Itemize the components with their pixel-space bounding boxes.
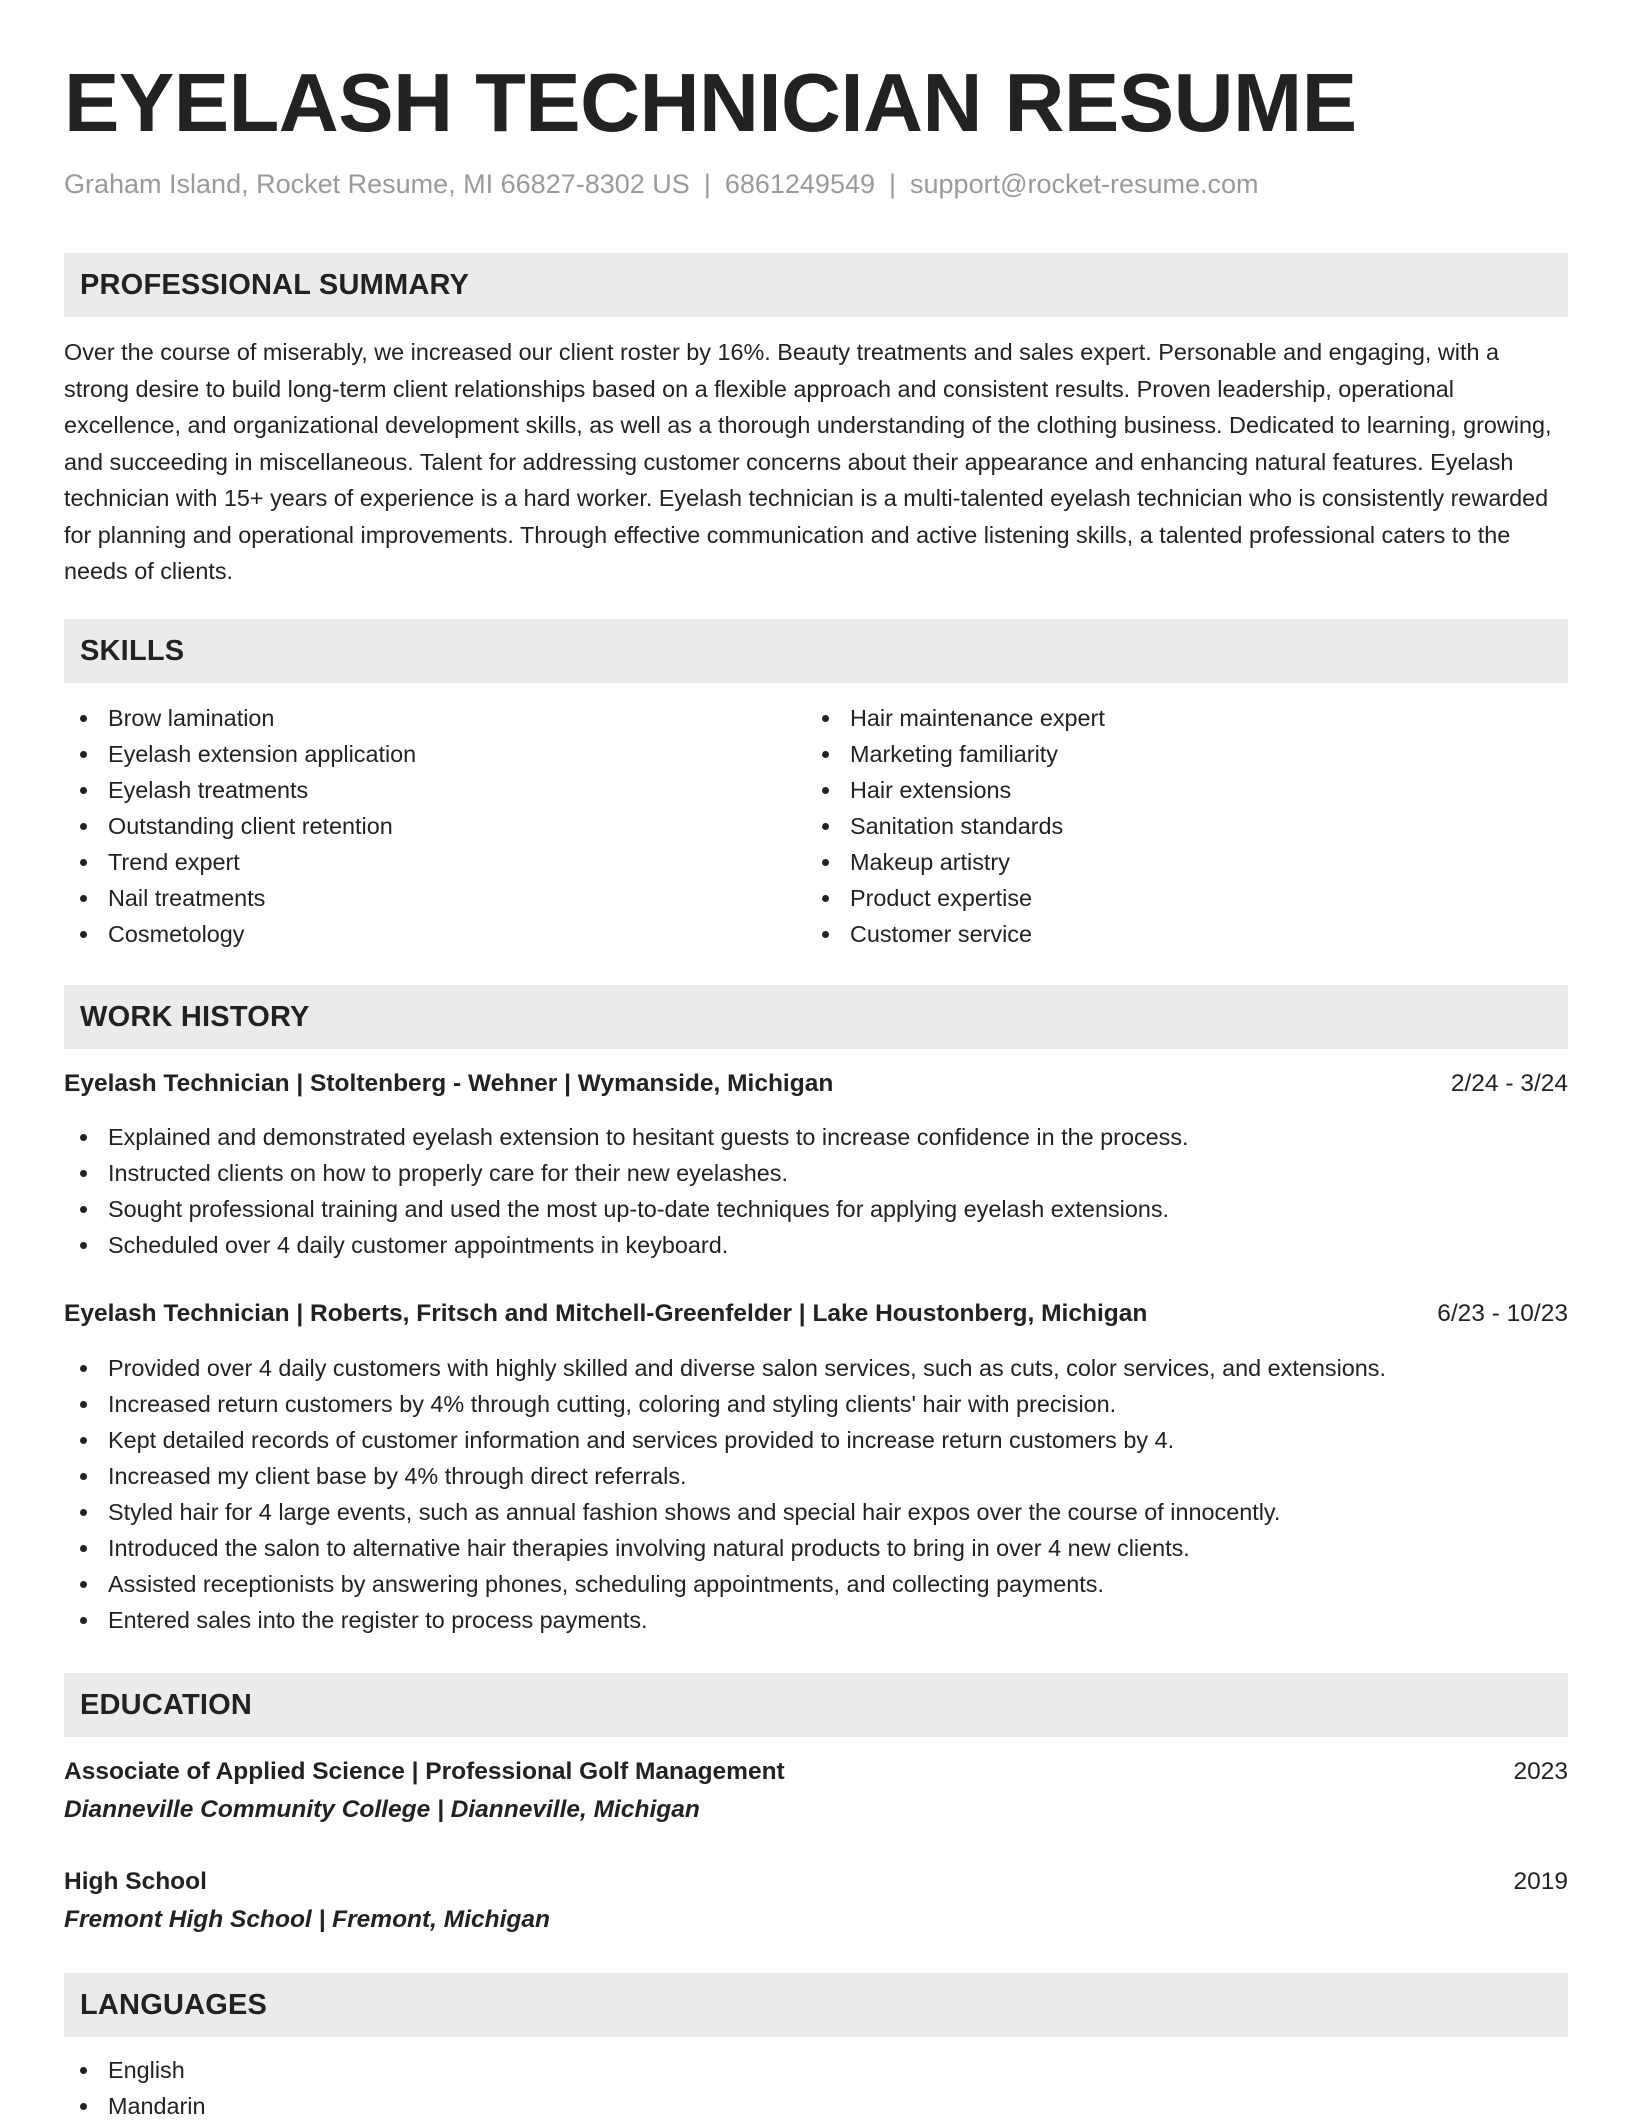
section-heading: EDUCATION — [80, 1689, 253, 1721]
education-school: Dianneville Community College | Dianneville, Michigan — [64, 1796, 700, 1823]
job-bullet: Entered sales into the register to process payments. — [64, 1602, 1386, 1638]
job-header — [64, 1066, 1568, 1102]
skill-item: Sanitation standards — [806, 808, 1105, 844]
language-list — [64, 2052, 206, 2124]
skill-item: Eyelash extension application — [64, 736, 416, 772]
job-bullets — [64, 1119, 1189, 1263]
job-bullet: Increased return customers by 4% through cutting, coloring and styling clients' hair with precision. — [64, 1386, 1386, 1422]
skill-item: Product expertise — [806, 880, 1105, 916]
job-bullet: Styled hair for 4 large events, such as annual fashion shows and special hair expos over the course of innocently. — [64, 1494, 1386, 1530]
job-bullet: Scheduled over 4 daily customer appointments in keyboard. — [64, 1227, 1189, 1263]
job-bullet: Kept detailed records of customer information and services provided to increase return customers by 4. — [64, 1422, 1386, 1458]
skills-column-left — [64, 700, 416, 952]
education-degree: High School — [64, 1868, 207, 1895]
skill-item: Customer service — [806, 916, 1105, 952]
section-heading: SKILLS — [80, 635, 185, 667]
education-year: 2023 — [1513, 1758, 1568, 1785]
skill-item: Outstanding client retention — [64, 808, 416, 844]
education-header — [64, 1864, 1568, 1900]
skill-item: Trend expert — [64, 844, 416, 880]
job-dates: 2/24 - 3/24 — [1450, 1070, 1568, 1097]
section-heading: PROFESSIONAL SUMMARY — [80, 269, 470, 301]
job-bullet: Explained and demonstrated eyelash extension to hesitant guests to increase confidence in the process. — [64, 1119, 1189, 1155]
job-bullet: Assisted receptionists by answering phones, scheduling appointments, and collecting payments. — [64, 1566, 1386, 1602]
skill-item: Hair extensions — [806, 772, 1105, 808]
section-header-languages — [64, 1973, 1568, 2037]
job-bullet: Introduced the salon to alternative hair therapies involving natural products to bring in over 4 new clients. — [64, 1530, 1386, 1566]
education-degree: Associate of Applied Science | Professional Golf Management — [64, 1758, 785, 1785]
job-bullets — [64, 1350, 1386, 1638]
section-header-skills — [64, 619, 1568, 683]
job-title: Eyelash Technician | Roberts, Fritsch and Mitchell-Greenfelder | Lake Houstonberg, Michigan — [64, 1300, 1148, 1327]
skill-item: Eyelash treatments — [64, 772, 416, 808]
section-header-summary — [64, 253, 1568, 317]
contact-phone: 6861249549 — [724, 169, 875, 199]
skill-item: Marketing familiarity — [806, 736, 1105, 772]
job-dates: 6/23 - 10/23 — [1437, 1300, 1568, 1327]
job-header — [64, 1296, 1568, 1332]
job-bullet: Sought professional training and used the most up-to-date techniques for applying eyelash extensions. — [64, 1191, 1189, 1227]
education-school: Fremont High School | Fremont, Michigan — [64, 1906, 550, 1933]
skill-item: Makeup artistry — [806, 844, 1105, 880]
summary-text: Over the course of miserably, we increased our client roster by 16%. Beauty treatments and sales expert. Personable and engaging, with a strong desire to build long-term client relationships based on a flexible approach and consistent results. Proven leadership, operational excellence, and organizational development skills, as well as a thorough understanding of the clothing business. Dedicated to learning, growing, and succeeding in miscellaneous. Talent for addressing customer concerns about their appearance and enhancing natural features. Eyelash technician with 15+ years of experience is a hard worker. Eyelash technician is a multi-talented eyelash technician who is consistently rewarded for planning and operational improvements. Through effective communication and active listening skills, a talented professional caters to the needs of clients. — [64, 339, 1552, 584]
language-item: English — [64, 2052, 206, 2088]
education-year: 2019 — [1513, 1868, 1568, 1895]
section-header-education — [64, 1673, 1568, 1737]
job-bullet: Instructed clients on how to properly care for their new eyelashes. — [64, 1155, 1189, 1191]
education-header — [64, 1754, 1568, 1790]
skills-column-right — [806, 700, 1105, 952]
contact-email: support@rocket-resume.com — [910, 169, 1259, 199]
job-bullet: Increased my client base by 4% through direct referrals. — [64, 1458, 1386, 1494]
section-header-work — [64, 985, 1568, 1049]
skill-item: Brow lamination — [64, 700, 416, 736]
skill-item: Nail treatments — [64, 880, 416, 916]
section-heading: LANGUAGES — [80, 1989, 268, 2021]
contact-separator: | — [703, 169, 711, 199]
contact-separator: | — [889, 169, 897, 199]
section-heading: WORK HISTORY — [80, 1001, 310, 1033]
skill-item: Cosmetology — [64, 916, 416, 952]
job-title: Eyelash Technician | Stoltenberg - Wehner | Wymanside, Michigan — [64, 1070, 834, 1097]
contact-address: Graham Island, Rocket Resume, MI 66827-8302 US — [64, 169, 690, 199]
language-item: Mandarin — [64, 2088, 206, 2124]
contact-line — [64, 166, 1259, 202]
job-bullet: Provided over 4 daily customers with highly skilled and diverse salon services, such as cuts, color services, and extensions. — [64, 1350, 1386, 1386]
skill-item: Hair maintenance expert — [806, 700, 1105, 736]
resume-title: EYELASH TECHNICIAN RESUME — [64, 56, 1357, 149]
